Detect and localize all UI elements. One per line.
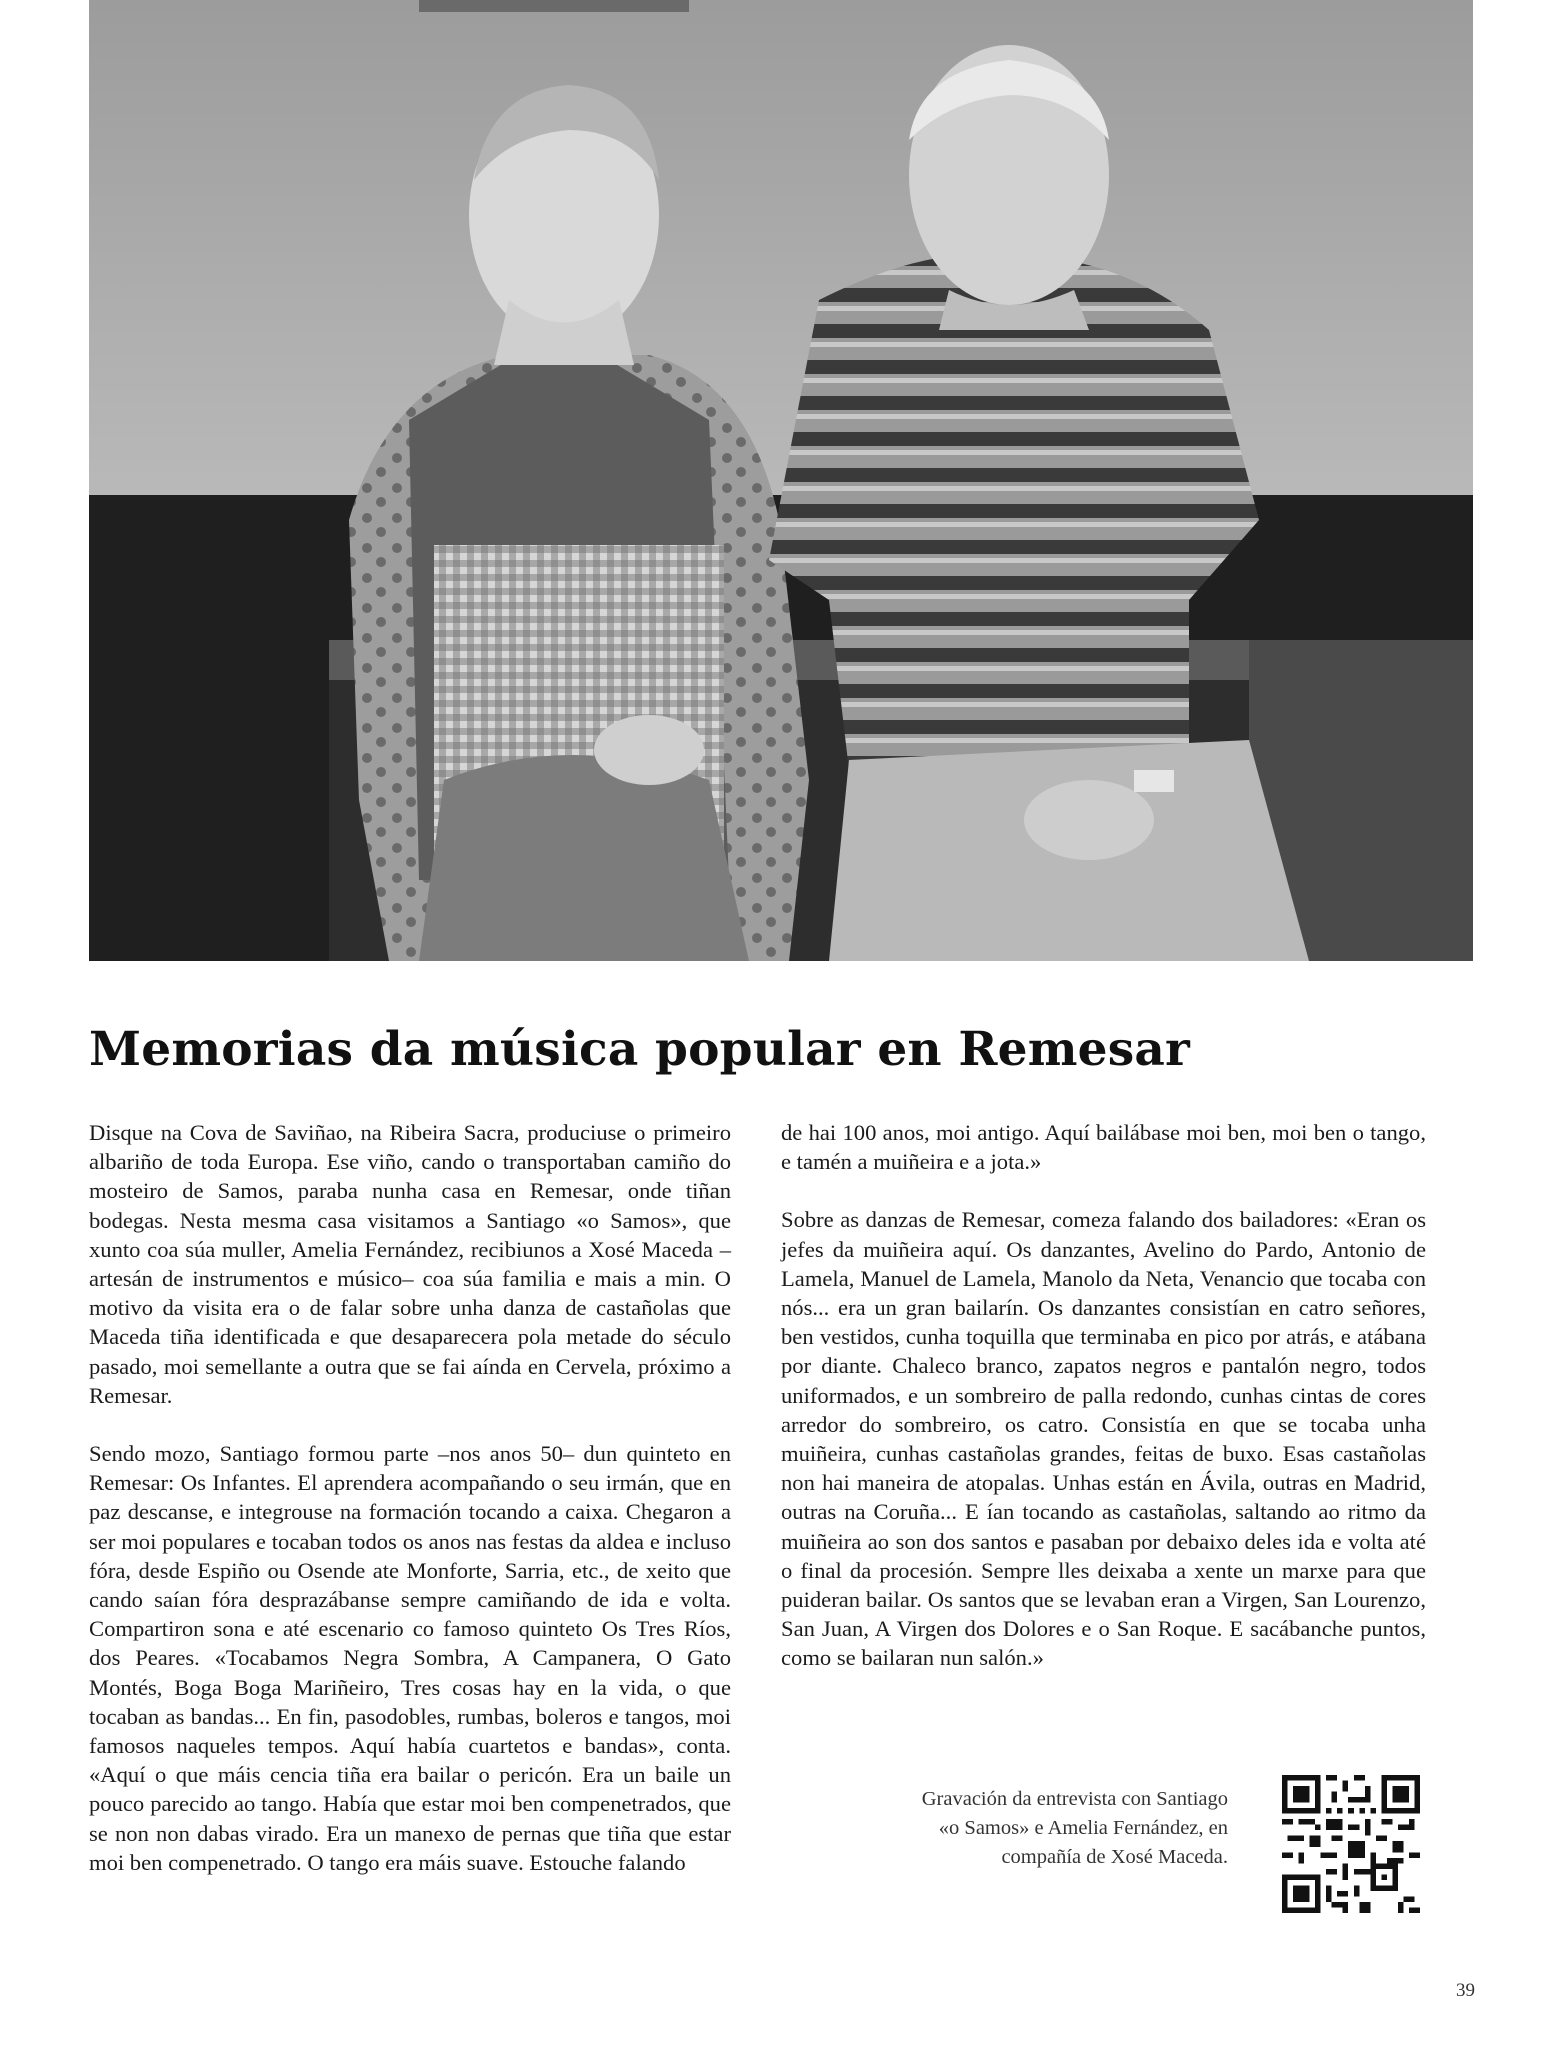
interview-caption xyxy=(820,1785,1228,1872)
portrait-photo xyxy=(89,0,1473,961)
page-number: 39 xyxy=(1456,1980,1475,2001)
paragraph: Sendo mozo, Santiago formou parte –nos anos 50– dun quinteto en Remesar: Os Infantes. El aprendera acompañando o seu irmán, que en paz descanse, e integrouse na formación tocando a caixa. Chegaron a ser moi populares e tocaban todos os anos nas festas da aldea e incluso fóra, desde Espiño ou Osende ate Monforte, Sarria, etc., de xeito que cando saían fóra desprazábanse sempre camiñando de ida e volta. Compartiron sona e até escenario co famoso quinteto Os Tres Ríos, dos Peares. «Tocabamos Negra Sombra, A Campanera, O Gato Montés, Boga Boga Mariñeiro, Tres cosas hay en la vida, o que tocaban as bandas... En fin, pasodobles, rumbas, boleros e tangos, moi famosos naqueles tempos. Aquí había cuartetos e bandas», conta. «Aquí o que máis cencia tiña era bailar o pericón. Era un baile un pouco parecido ao tango. Había que estar moi ben compenetrados, que se non non dabas virado. Era un manexo de pernas que tiña que estar moi ben compenetrado. O tango era máis suave. Estouche falando xyxy=(89,1441,731,1875)
paragraph: Sobre as danzas de Remesar, comeza falando dos bailadores: «Eran os jefes da muiñeira aquí. Os danzantes, Avelino do Pardo, Antonio de Lamela, Manuel de Lamela, Manolo da Neta, Venancio que tocaba con nós... era un gran bailarín. Os danzantes consistían en catro señores, ben vestidos, cunha toquilla que terminaba en pico por atrás, e atábana por diante. Chaleco branco, zapatos negros e pantalón negro, todos uniformados, e un sombreiro de palla redondo, cunhas cintas de cores arredor do sombreiro, os catro. Consistía en que se tocaba unha muiñeira, cunhas castañolas grandes, feitas de buxo. Esas castañolas non hai maneira de atopalas. Unhas están en Ávila, outras en Madrid, outras na Coruña... E ían tocando as castañolas, saltando ao ritmo da muiñeira ao son dos santos e pasaban por debaixo deles ida e volta até o final da procesión. Sempre lles deixaba a xente un marxe para que puideran bailar. Os santos que se levaban eran a Virgen, San Lourenzo, San Juan, A Virgen dos Dolores e o San Roque. E sacábanche puntos, como se bailaran nun salón.» xyxy=(781,1207,1426,1671)
paragraph: Disque na Cova de Saviñao, na Ribeira Sacra, produciuse o primeiro albariño de toda Europa. Ese viño, cando o transportaban camiño do mosteiro de Samos, paraba nunha casa en Remesar, onde tiñan bodegas. Nesta mesma casa visitamos a Santiago «o Samos», que xunto coa súa muller, Amelia Fernández, recibiunos a Xosé Maceda –artesán de instrumentos e músico– coa súa familia e mais a min. O motivo da visita era o de falar sobre unha danza de castañolas que Maceda tiña identificada e que desaparecera pola metade do século pasado, moi semellante a outra que se fai aínda en Cervela, próximo a Remesar. xyxy=(89,1120,731,1408)
caption-line: «o Samos» e Amelia Fernández, en xyxy=(938,1817,1228,1839)
qr-code[interactable] xyxy=(1282,1775,1420,1913)
article-column-right xyxy=(781,1118,1426,1702)
paragraph: de hai 100 anos, moi antigo. Aquí bailábase moi ben, moi ben o tango, e tamén a muiñeira e a jota.» xyxy=(781,1120,1426,1175)
portrait-photo-icon xyxy=(89,0,1473,961)
qr-code-icon xyxy=(1282,1775,1420,1913)
caption-line: compañía de Xosé Maceda. xyxy=(1001,1846,1228,1868)
article-column-left xyxy=(89,1118,731,1906)
article-title: Memorias da música popular en Remesar xyxy=(89,1022,1191,1077)
caption-line: Gravación da entrevista con Santiago xyxy=(921,1788,1228,1810)
